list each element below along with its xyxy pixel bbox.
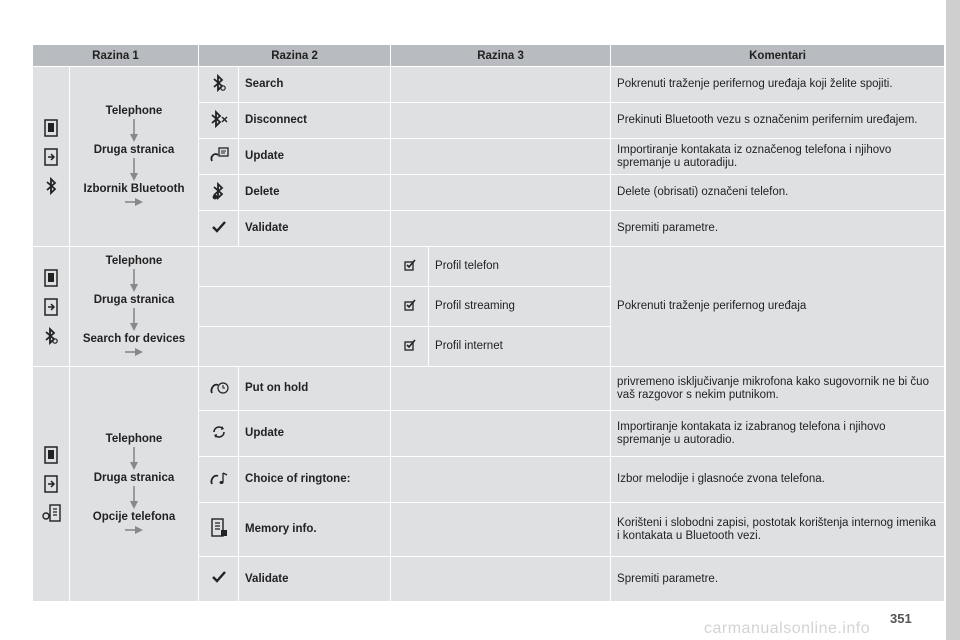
comment-cell: Importiranje kontakata iz izabranog telefona i njihovo spremanje u autoradio. <box>611 411 945 457</box>
arrow-down-icon <box>129 268 139 294</box>
level2-label: Search <box>239 67 391 103</box>
header-level-1: Razina 1 <box>33 45 199 67</box>
comment-cell: Spremiti parametre. <box>611 557 945 602</box>
arrow-down-icon <box>129 118 139 144</box>
bluetooth-search-icon <box>199 67 239 103</box>
device-icon-column <box>33 367 70 602</box>
phone-icon <box>44 119 58 137</box>
table-header-row <box>33 45 945 67</box>
level3-empty <box>391 67 611 103</box>
header-level-2: Razina 2 <box>199 45 391 67</box>
table-row <box>33 247 945 287</box>
level3-label: Profil telefon <box>429 247 611 287</box>
menu-table <box>32 44 945 602</box>
level2-label: Choice of ringtone: <box>239 457 391 503</box>
menu-path <box>70 67 199 247</box>
level2-label: Validate <box>239 211 391 247</box>
path-step-1: Telephone <box>105 432 163 445</box>
page-icon <box>44 475 58 493</box>
device-icon-column <box>33 67 70 247</box>
level2-empty <box>199 287 391 327</box>
level2-label: Validate <box>239 557 391 602</box>
level2-label: Memory info. <box>239 503 391 557</box>
checkmark-icon <box>199 557 239 602</box>
hold-call-icon <box>199 367 239 411</box>
bluetooth-disconnect-icon <box>199 103 239 139</box>
level2-label: Update <box>239 411 391 457</box>
table-row <box>33 67 945 103</box>
checkbox-icon <box>391 327 429 367</box>
level2-empty <box>199 247 391 287</box>
path-step-3: Search for devices <box>82 333 186 345</box>
path-step-1: Telephone <box>105 255 163 267</box>
phone-options-icon <box>41 504 61 522</box>
level3-empty <box>391 139 611 175</box>
page-icon <box>44 298 58 316</box>
comment-cell: Importiranje kontakata iz označenog telefona i njihovo spremanje u autoradiju. <box>611 139 945 175</box>
level3-label: Profil internet <box>429 327 611 367</box>
comment-cell: Prekinuti Bluetooth vezu s označenim perifernim uređajem. <box>611 103 945 139</box>
bluetooth-delete-icon <box>199 175 239 211</box>
path-step-1: Telephone <box>105 105 163 117</box>
header-comments: Komentari <box>611 45 945 67</box>
level2-label: Put on hold <box>239 367 391 411</box>
refresh-icon <box>199 411 239 457</box>
bluetooth-search-icon <box>43 327 59 345</box>
watermark: carmanualsonline.info <box>704 620 871 637</box>
phone-icon <box>44 269 58 287</box>
phone-icon <box>44 446 58 464</box>
level2-label: Update <box>239 139 391 175</box>
comment-cell: Spremiti parametre. <box>611 211 945 247</box>
page-icon <box>44 148 58 166</box>
level3-empty <box>391 503 611 557</box>
device-icon-column <box>33 247 70 367</box>
path-step-3: Opcije telefona <box>92 510 176 523</box>
level3-empty <box>391 367 611 411</box>
menu-path <box>70 247 199 367</box>
page-number: 351 <box>890 611 912 626</box>
path-step-2: Druga stranica <box>93 144 175 156</box>
comment-cell: Delete (obrisati) označeni telefon. <box>611 175 945 211</box>
level2-label: Disconnect <box>239 103 391 139</box>
level3-empty <box>391 175 611 211</box>
level3-label: Profil streaming <box>429 287 611 327</box>
arrow-right-icon <box>124 196 144 208</box>
ringtone-icon <box>199 457 239 503</box>
path-step-2: Druga stranica <box>93 471 175 484</box>
level3-empty <box>391 411 611 457</box>
table-row <box>33 367 945 411</box>
comment-cell: Pokrenuti traženje perifernog uređaja koji želite spojiti. <box>611 67 945 103</box>
comment-cell: Pokrenuti traženje perifernog uređaja <box>611 247 945 367</box>
comment-cell: privremeno isključivanje mikrofona kako sugovornik ne bi čuo vaš razgovor s nekim putnikom. <box>611 367 945 411</box>
menu-path <box>70 367 199 602</box>
level3-empty <box>391 103 611 139</box>
arrow-down-icon <box>129 307 139 333</box>
arrow-down-icon <box>129 157 139 183</box>
path-step-2: Druga stranica <box>93 294 175 306</box>
path-step-3: Izbornik Bluetooth <box>83 183 185 195</box>
contacts-update-icon <box>199 139 239 175</box>
checkbox-icon <box>391 247 429 287</box>
bluetooth-icon <box>44 177 58 195</box>
level3-empty <box>391 557 611 602</box>
memory-icon <box>199 503 239 557</box>
level2-empty <box>199 327 391 367</box>
comment-cell: Izbor melodije i glasnoće zvona telefona. <box>611 457 945 503</box>
arrow-right-icon <box>124 524 144 536</box>
side-tab-bar <box>946 0 960 640</box>
comment-cell: Korišteni i slobodni zapisi, postotak korištenja internog imenika i kontakata u Bluetooth vezi. <box>611 503 945 557</box>
checkmark-icon <box>199 211 239 247</box>
header-level-3: Razina 3 <box>391 45 611 67</box>
arrow-down-icon <box>129 485 139 511</box>
level2-label: Delete <box>239 175 391 211</box>
checkbox-icon <box>391 287 429 327</box>
level3-empty <box>391 211 611 247</box>
level3-empty <box>391 457 611 503</box>
arrow-down-icon <box>129 446 139 472</box>
arrow-right-icon <box>124 346 144 358</box>
